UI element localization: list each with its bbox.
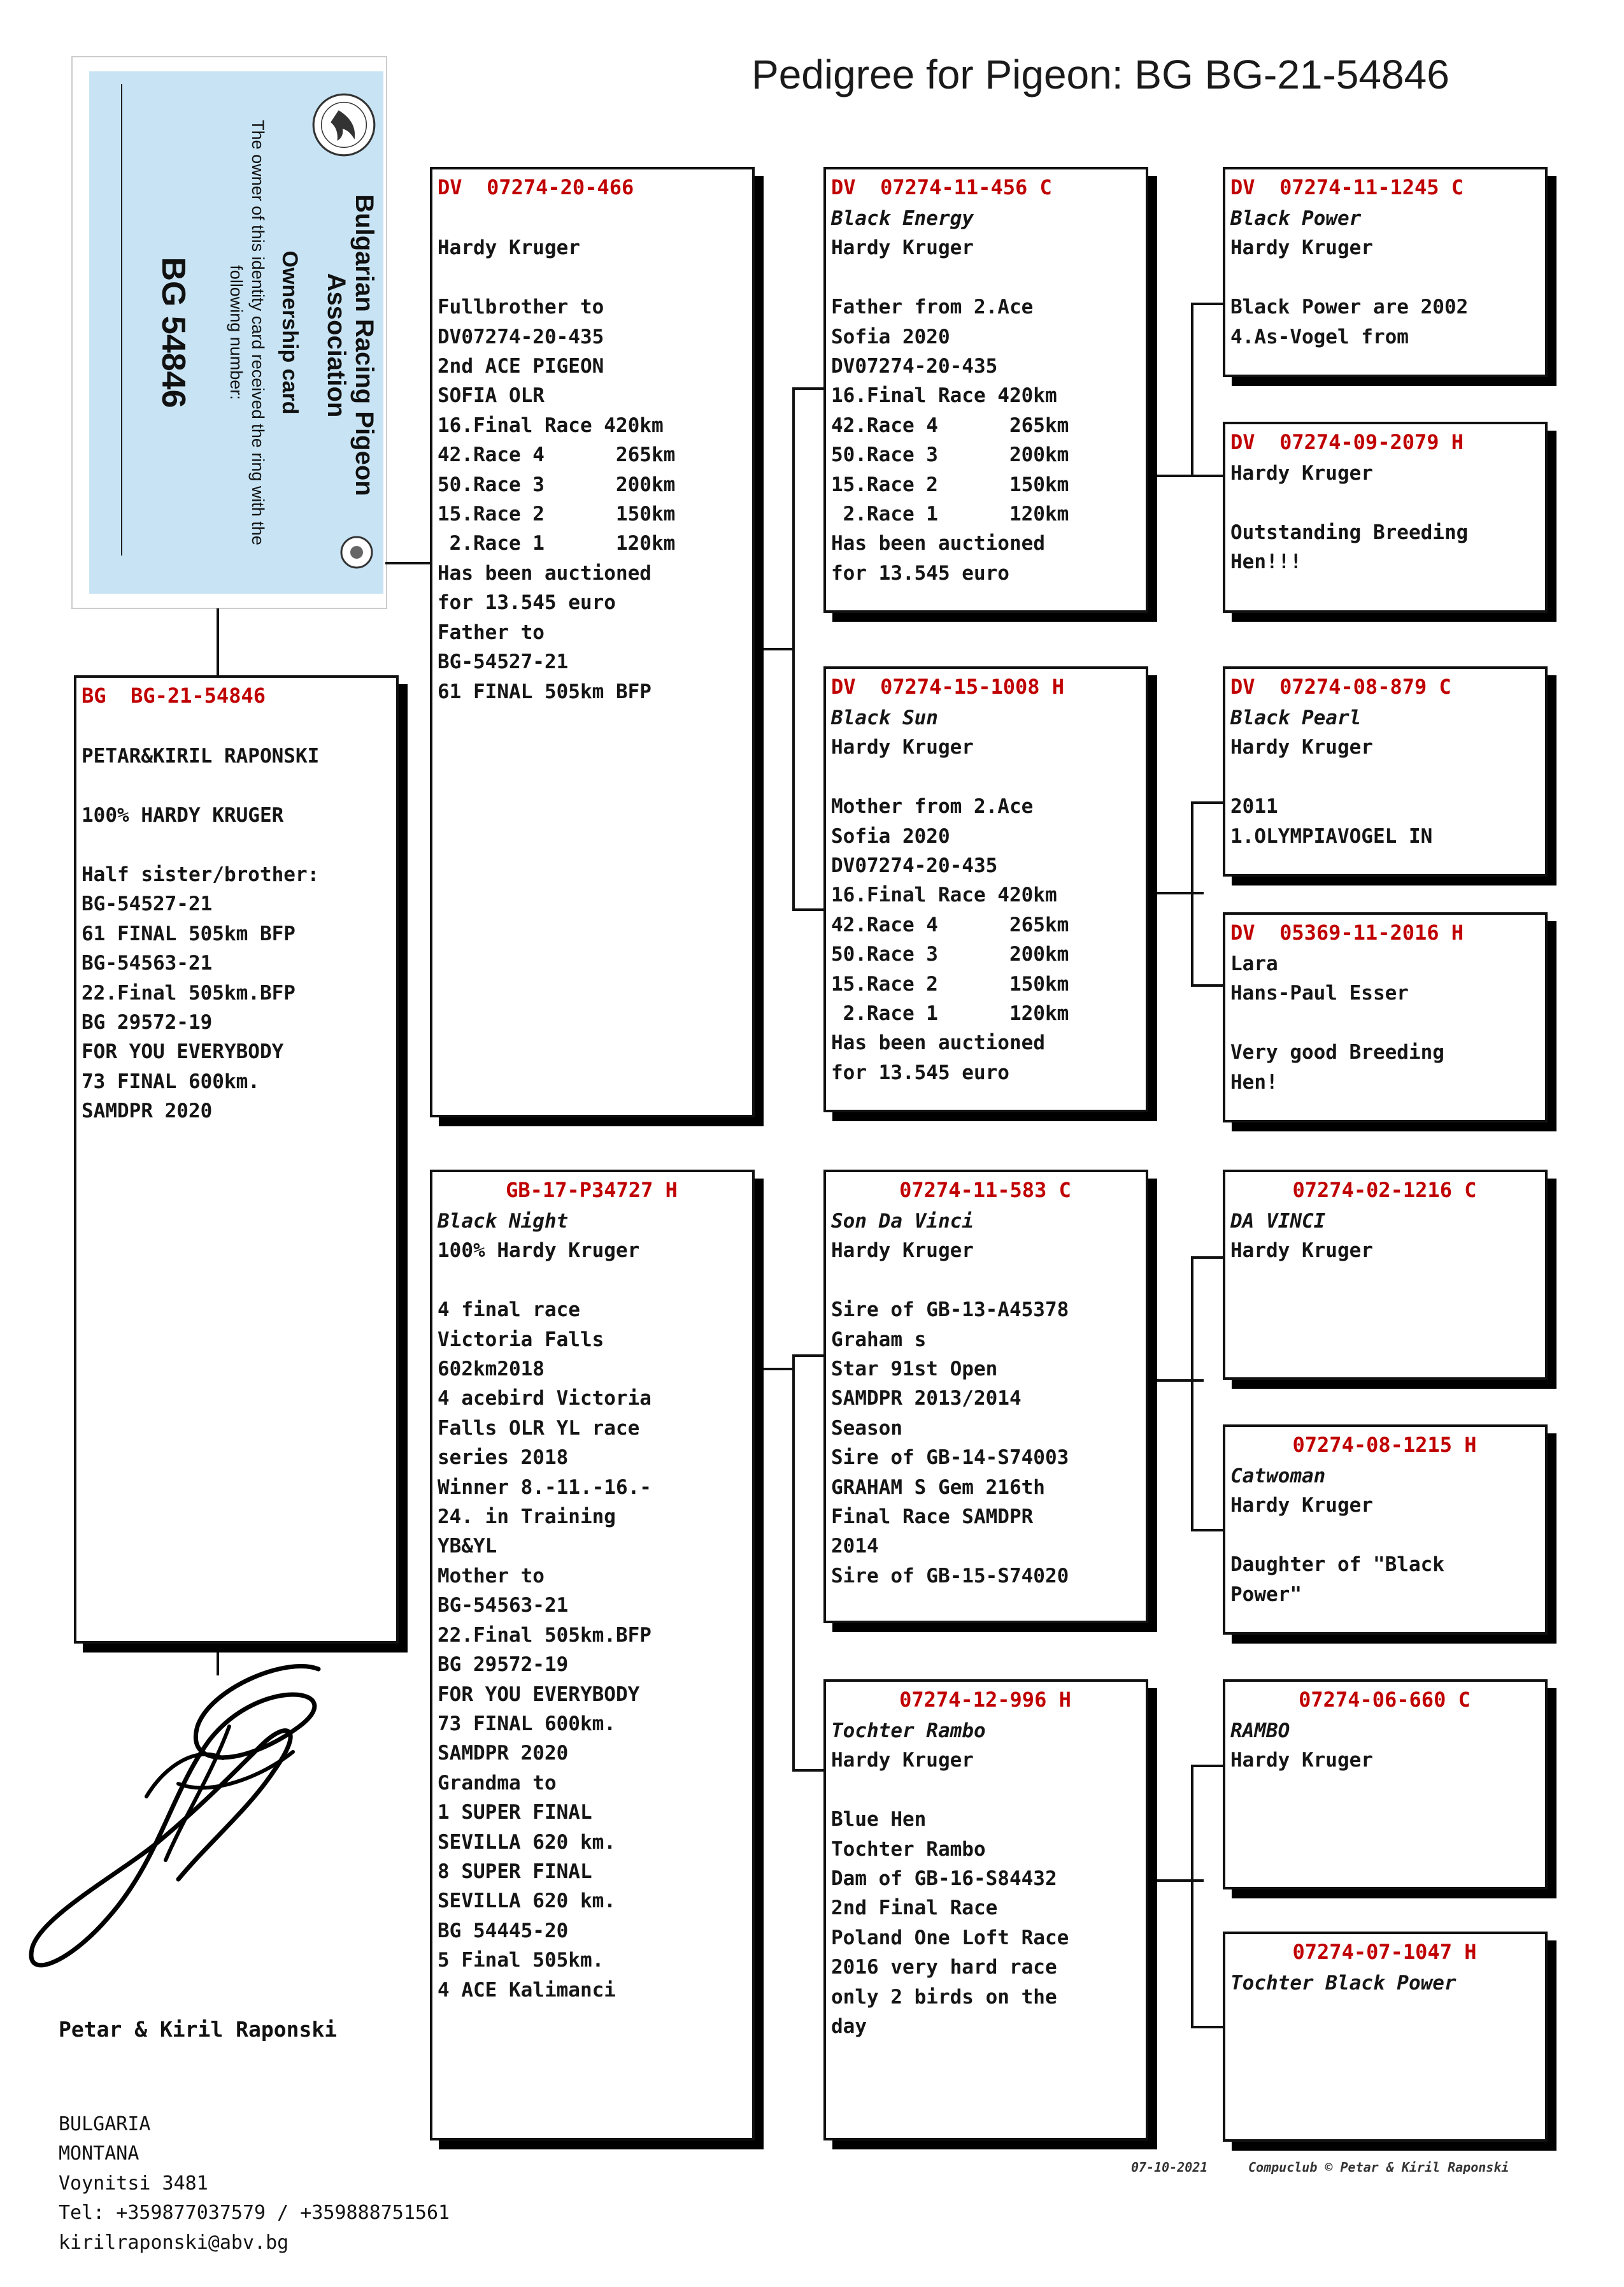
footer-credit: Compuclub © Petar & Kiril Raponski xyxy=(1248,2160,1509,2175)
connector xyxy=(792,1368,795,1769)
connector xyxy=(792,387,824,390)
pedigree-box-dam xyxy=(430,1170,755,2140)
connector xyxy=(1191,1765,1223,1767)
card-title: Ownership card xyxy=(278,250,302,415)
connector xyxy=(1191,1529,1223,1531)
connector xyxy=(1191,801,1223,804)
connector xyxy=(1191,1765,1193,2027)
connector xyxy=(1153,1879,1204,1882)
owner-name: Petar & Kiril Raponski xyxy=(59,2016,338,2042)
notes-sire: Hardy Kruger Fullbrother to DV07274-20-435 2nd ACE PIGEON SOFIA OLR 16.Final Race 420km 42.Race 4 265km 50.Race 3 200km 15.Race 2 150km 2.Race 1 120km Has been auctioned for 13.545 euro Father to BG-54527-21 61 FINAL 505km BFP xyxy=(438,236,676,703)
notes-subject: PETAR&KIRIL RAPONSKI 100% HARDY KRUGER Half sister/brother: BG-54527-21 61 FINAL 505km BFP BG-54563-21 22.Final 505km.BFP BG 29572-19 FOR YOU EVERYBODY 73 FINAL 600km. SAMDPR 2020 xyxy=(82,745,320,1123)
notes-ssd: Hardy Kruger Outstanding Breeding Hen!!! xyxy=(1230,462,1469,574)
notes-ss: Hardy Kruger Father from 2.Ace Sofia 2020 DV07274-20-435 16.Final Race 420km 42.Race 4 265km 50.Race 3 200km 15.Race 2 150km 2.Race 1 120km Has been auctioned for 13.545 euro xyxy=(831,236,1069,585)
card-divider xyxy=(121,84,122,556)
notes-sd: Hardy Kruger Mother from 2.Ace Sofia 2020 DV07274-20-435 16.Final Race 420km 42.Race 4 265km 50.Race 3 200km 15.Race 2 150km 2.Race 1 120km Has been auctioned for 13.545 euro xyxy=(831,736,1069,1084)
ring-number-sdd: DV 05369-11-2016 H xyxy=(1230,921,1464,945)
pedigree-box-sire xyxy=(430,167,755,1117)
pedigree-box-subject xyxy=(74,675,399,1644)
connector xyxy=(385,562,430,564)
ring-number-dsd: 07274-08-1215 H xyxy=(1292,1433,1477,1457)
ownership-card xyxy=(71,56,387,609)
bird-name-ss: Black Energy xyxy=(831,207,974,230)
bird-name-sd: Black Sun xyxy=(831,706,938,729)
connector xyxy=(757,1368,795,1370)
pedigree-box-sdd xyxy=(1223,912,1548,1122)
connector xyxy=(792,387,795,910)
association-name: Bulgarian Racing Pigeon Association xyxy=(322,194,378,496)
pedigree-box-ssd xyxy=(1223,422,1548,613)
connector xyxy=(1191,1256,1193,1530)
ring-number-ds: 07274-11-583 C xyxy=(899,1178,1071,1202)
pedigree-box-dss xyxy=(1223,1170,1548,1380)
notes-dd: Hardy Kruger Blue Hen Tochter Rambo Dam of GB-16-S84432 2nd Final Race Poland One Loft Race 2016 very hard race only 2 birds on the day xyxy=(831,1749,1069,2039)
pedigree-box-sss xyxy=(1223,167,1548,377)
ring-number-sd: DV 07274-15-1008 H xyxy=(831,675,1065,699)
connector xyxy=(792,908,824,911)
signature-icon xyxy=(19,1650,452,2007)
connector xyxy=(757,648,795,650)
ring-number-sds: DV 07274-08-879 C xyxy=(1230,675,1451,699)
connector xyxy=(217,608,219,678)
connector xyxy=(1153,1379,1204,1382)
pedigree-box-dds xyxy=(1223,1679,1548,1889)
connector xyxy=(792,1769,824,1772)
bird-name-dss: DA VINCI xyxy=(1230,1210,1326,1233)
ring-number-sire: DV 07274-20-466 xyxy=(438,175,634,199)
notes-dam: 100% Hardy Kruger 4 final race Victoria Falls 602km2018 4 acebird Victoria Falls OLR YL race series 2018 Winner 8.-11.-16.- 24. in Training YB&YL Mother to BG-54563-21 22.Final 505km.BFP BG 29572-19 FOR YOU EVERYBODY 73 FINAL 600km. SAMDPR 2020 Grandma to 1 SUPER FINAL SEVILLA 620 km. 8 SUPER FINAL SEVILLA 620 km. BG 54445-20 5 Final 505km. 4 ACE Kalimanci xyxy=(438,1239,652,2002)
ring-number-ddd: 07274-07-1047 H xyxy=(1292,1940,1477,1964)
ring-number-ss: DV 07274-11-456 C xyxy=(831,175,1052,199)
card-note: The owner of this identity card received the ring with the following number: xyxy=(227,120,267,545)
pedigree-box-sd xyxy=(823,666,1148,1112)
ring-number-dd: 07274-12-996 H xyxy=(899,1688,1071,1712)
connector xyxy=(1191,303,1193,475)
bird-name-dds: RAMBO xyxy=(1230,1719,1290,1742)
pedigree-box-sds xyxy=(1223,666,1548,877)
bird-name-dam: Black Night xyxy=(438,1210,569,1233)
pedigree-box-ddd xyxy=(1223,1932,1548,2142)
bird-name-ds: Son Da Vinci xyxy=(831,1210,974,1233)
owner-address xyxy=(59,1956,450,2287)
connector xyxy=(792,1354,824,1357)
pedigree-box-dsd xyxy=(1223,1424,1548,1635)
notes-dsd: Hardy Kruger Daughter of "Black Power" xyxy=(1230,1494,1444,1606)
page-title: Pedigree for Pigeon: BG BG-21-54846 xyxy=(751,52,1449,97)
bird-name-dsd: Catwoman xyxy=(1230,1465,1326,1488)
bird-name-sds: Black Pearl xyxy=(1230,706,1362,729)
ring-number-sss: DV 07274-11-1245 C xyxy=(1230,175,1464,199)
ring-number-dss: 07274-02-1216 C xyxy=(1292,1178,1477,1202)
connector xyxy=(1191,475,1223,477)
notes-ds: Hardy Kruger Sire of GB-13-A45378 Graham s Star 91st Open SAMDPR 2013/2014 Season Sire of GB-14-S74003 GRAHAM S Gem 216th Final Race SAMDPR 2014 Sire of GB-15-S74020 xyxy=(831,1239,1069,1588)
pedigree-box-ds xyxy=(823,1170,1148,1623)
pedigree-box-ss xyxy=(823,167,1148,613)
ring-number: BG 54846 xyxy=(155,257,192,408)
seal-icon xyxy=(329,530,380,575)
ring-number-dds: 07274-06-660 C xyxy=(1299,1688,1471,1712)
connector xyxy=(1191,303,1223,305)
ring-number-dam: GB-17-P34727 H xyxy=(506,1178,678,1202)
notes-sss: Hardy Kruger Black Power are 2002 4.As-Vogel from xyxy=(1230,236,1469,348)
connector xyxy=(1191,1256,1223,1259)
notes-sdd: Lara Hans-Paul Esser Very good Breeding Hen! xyxy=(1230,952,1444,1094)
connector xyxy=(1153,892,1204,894)
connector xyxy=(1191,984,1223,987)
ring-number-subject: BG BG-21-54846 xyxy=(82,684,266,708)
notes-dss: Hardy Kruger xyxy=(1230,1239,1373,1263)
print-date: 07-10-2021 xyxy=(1131,2160,1208,2175)
owner-details: BULGARIA MONTANA Voynitsi 3481 Tel: +359877037579 / +359888751561 kirilraponski@abv.bg xyxy=(59,2113,450,2254)
ownership-card-face xyxy=(89,71,383,594)
brpa-logo-icon xyxy=(311,92,377,158)
notes-sds: Hardy Kruger 2011 1.OLYMPIAVOGEL IN xyxy=(1230,736,1433,848)
bird-name-dd: Tochter Rambo xyxy=(831,1719,986,1742)
ring-number-ssd: DV 07274-09-2079 H xyxy=(1230,430,1464,454)
connector xyxy=(1191,2026,1223,2028)
connector xyxy=(1191,801,1193,986)
notes-dds: Hardy Kruger xyxy=(1230,1749,1373,1772)
bird-name-ddd: Tochter Black Power xyxy=(1230,1972,1457,1995)
bird-name-sss: Black Power xyxy=(1230,207,1362,230)
pedigree-box-dd xyxy=(823,1679,1148,2140)
